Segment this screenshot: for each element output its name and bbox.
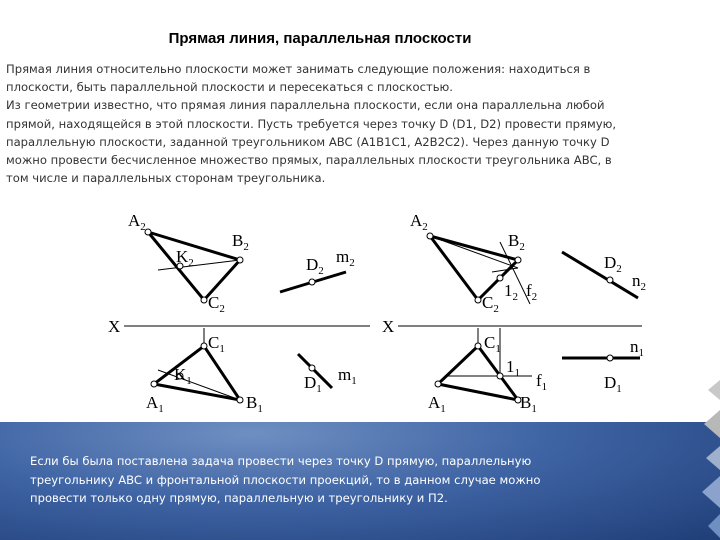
left-frontal-projection [128, 211, 355, 315]
label-12: $1_2$ [504, 281, 518, 303]
decorative-triangles [694, 380, 720, 540]
body-line: можно провести бесчисленное множество прямых, параллельных плоскости треугольника ABC, в [6, 153, 612, 168]
right-horizontal-projection [428, 328, 644, 415]
label-C2-right: $C_2$ [482, 293, 499, 315]
x-axis-label-left: X [108, 317, 121, 336]
label-A2-right: $A_2$ [410, 211, 428, 233]
label-D1-right: $D_1$ [604, 373, 622, 395]
label-D1: $D_1$ [304, 373, 322, 395]
right-frontal-projection [410, 211, 646, 315]
body-text [6, 60, 654, 187]
footer-line: Если бы была поставлена задача провести через точку D прямую, параллельную [30, 454, 532, 468]
label-B2-right: $B_2$ [508, 231, 525, 253]
label-n2: $n_2$ [632, 271, 646, 293]
label-K2: $K_2$ [176, 247, 194, 269]
label-A1: $A_1$ [146, 393, 164, 415]
label-D2: $D_2$ [306, 255, 324, 277]
label-f2: $f_2$ [526, 281, 538, 303]
label-A1-right: $A_1$ [428, 393, 446, 415]
label-n1: $n_1$ [630, 337, 644, 359]
projection-figure [100, 208, 658, 422]
label-f1: $f_1$ [536, 371, 548, 393]
footer-line: провести только одну прямую, параллельную и треугольнику и П2. [30, 491, 448, 505]
label-B1: $B_1$ [246, 393, 263, 415]
left-horizontal-projection [146, 328, 357, 415]
label-m1: $m_1$ [338, 365, 357, 387]
label-C2: $C_2$ [208, 293, 225, 315]
body-line: том числе и параллельных сторонам треугольника. [6, 171, 326, 186]
label-K1: $K_1$ [174, 365, 192, 387]
label-C1: $C_1$ [208, 333, 225, 355]
footer-text [30, 452, 630, 508]
label-C1-right: $C_1$ [484, 333, 501, 355]
body-line: параллельную плоскости, заданной треугольником ABC (A1B1C1, A2B2C2). Через данную точку D [6, 134, 610, 149]
body-line: прямой, находящейся в этой плоскости. Пусть требуется через точку D (D1, D2) провести прямую, [6, 116, 617, 131]
x-axis-label-right: X [382, 317, 395, 336]
slide-title: Прямая линия, параллельная плоскости [168, 30, 472, 47]
label-B1-right: $B_1$ [520, 393, 537, 415]
label-m2: $m_2$ [336, 247, 355, 269]
footer-line: треугольнику ABC и фронтальной плоскости проекций, то в данном случае можно [30, 472, 541, 487]
label-A2: $A_2$ [128, 211, 146, 233]
body-line: Из геометрии известно, что прямая линия параллельна плоскости, если она параллельна любой [6, 98, 605, 113]
body-line: Прямая линия относительно плоскости может занимать следующие положения: находиться в [6, 62, 591, 76]
label-11: $1_1$ [506, 357, 520, 379]
label-B2: $B_2$ [232, 231, 249, 253]
label-D2-right: $D_2$ [604, 253, 622, 275]
body-line: плоскости, быть параллельной плоскости и пересекаться с плоскостью. [6, 80, 453, 95]
